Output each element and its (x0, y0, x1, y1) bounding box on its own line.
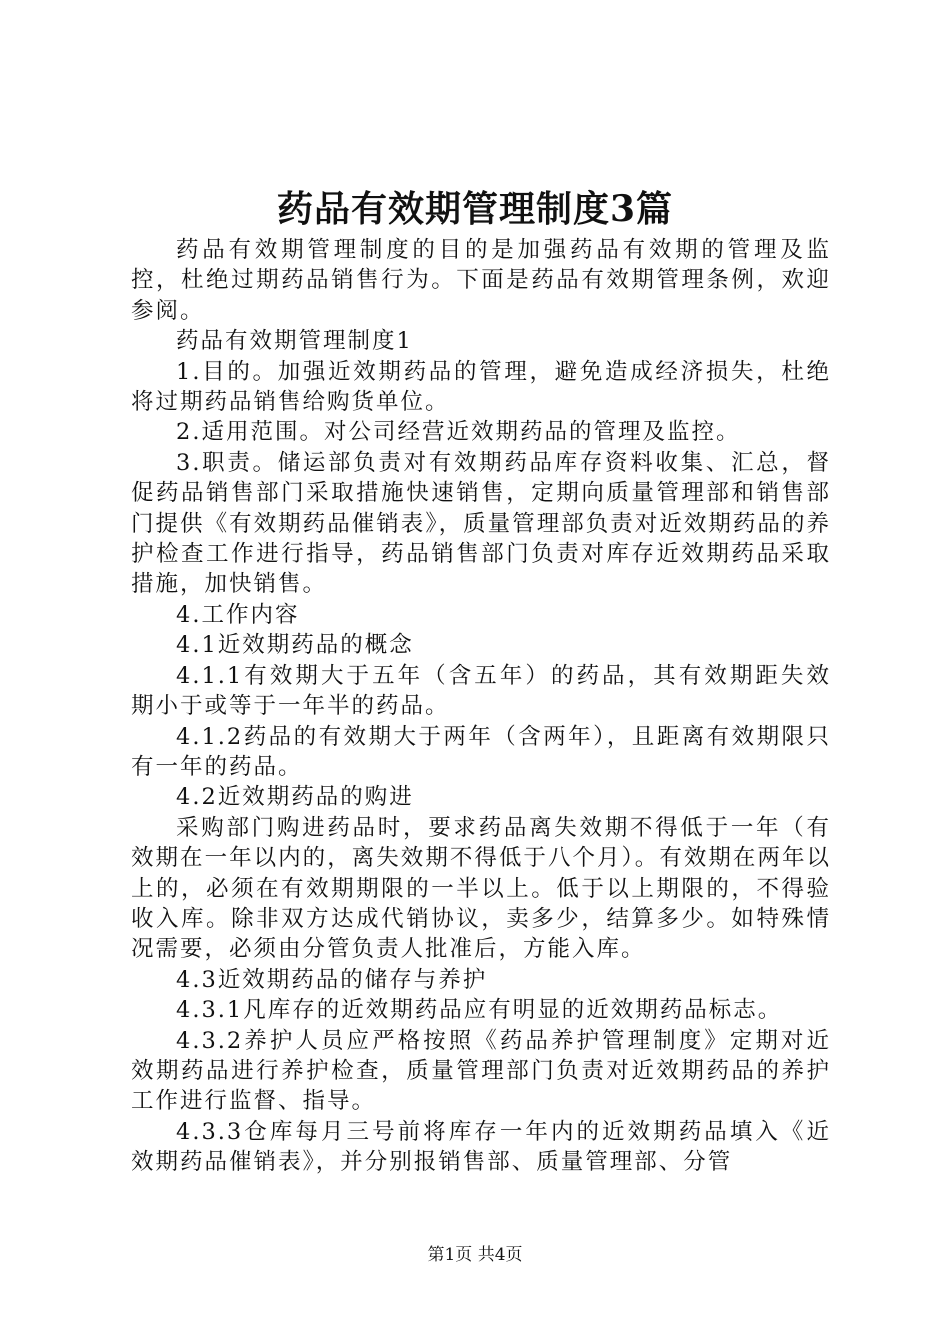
document-body (131, 235, 831, 1178)
page-footer: 第1页 共4页 (427, 1245, 523, 1265)
paragraph-intro: 药品有效期管理制度的目的是加强药品有效期的管理及监控，杜绝过期药品销售行为。下面是药品有效期管理条例，欢迎参阅。 (131, 237, 831, 324)
paragraph-scope: 2.适用范围。对公司经营近效期药品的管理及监控。 (176, 419, 741, 446)
paragraph-concept-heading: 4.1近效期药品的概念 (176, 632, 414, 659)
paragraph-purchase: 采购部门购进药品时，要求药品离失效期不得低于一年（有效期在一年以内的，离失效期不得低于八个月）。有效期在两年以上的，必须在有效期期限的一半以上。低于以上期限的，不得验收入库。除非双方达成代销协议，卖多少，结算多少。如特殊情况需要，必须由分管负责人批准后，方能入库。 (131, 814, 831, 963)
paragraph-storage-1: 4.3.1凡库存的近效期药品应有明显的近效期药品标志。 (176, 997, 783, 1024)
paragraph-storage-3: 4.3.3仓库每月三号前将库存一年内的近效期药品填入《近效期药品催销表》，并分别报销售部、质量管理部、分管 (131, 1118, 831, 1176)
paragraph-concept-1: 4.1.1有效期大于五年（含五年）的药品，其有效期距失效期小于或等于一年半的药品。 (131, 662, 831, 720)
section-heading: 药品有效期管理制度1 (176, 328, 413, 355)
paragraph-storage-heading: 4.3近效期药品的储存与养护 (176, 966, 488, 993)
paragraph-storage-2: 4.3.2养护人员应严格按照《药品养护管理制度》定期对近效期药品进行养护检查，质量管理部门负责对近效期药品的养护工作进行监督、指导。 (131, 1027, 831, 1115)
paragraph-work-content: 4.工作内容 (176, 601, 300, 628)
paragraph-duties: 3.职责。储运部负责对有效期药品库存资料收集、汇总，督促药品销售部门采取措施快速销售，定期向质量管理部和销售部门提供《有效期药品催销表》，质量管理部负责对近效期药品的养护检查工作进行指导，药品销售部门负责对库存近效期药品采取措施，加快销售。 (131, 449, 831, 598)
paragraph-purpose: 1.目的。加强近效期药品的管理，避免造成经济损失，杜绝将过期药品销售给购货单位。 (131, 358, 831, 416)
paragraph-purchase-heading: 4.2近效期药品的购进 (176, 784, 414, 811)
paragraph-concept-2: 4.1.2药品的有效期大于两年（含两年），且距离有效期限只有一年的药品。 (131, 723, 831, 780)
document-title: 药品有效期管理制度3篇 (276, 188, 674, 230)
